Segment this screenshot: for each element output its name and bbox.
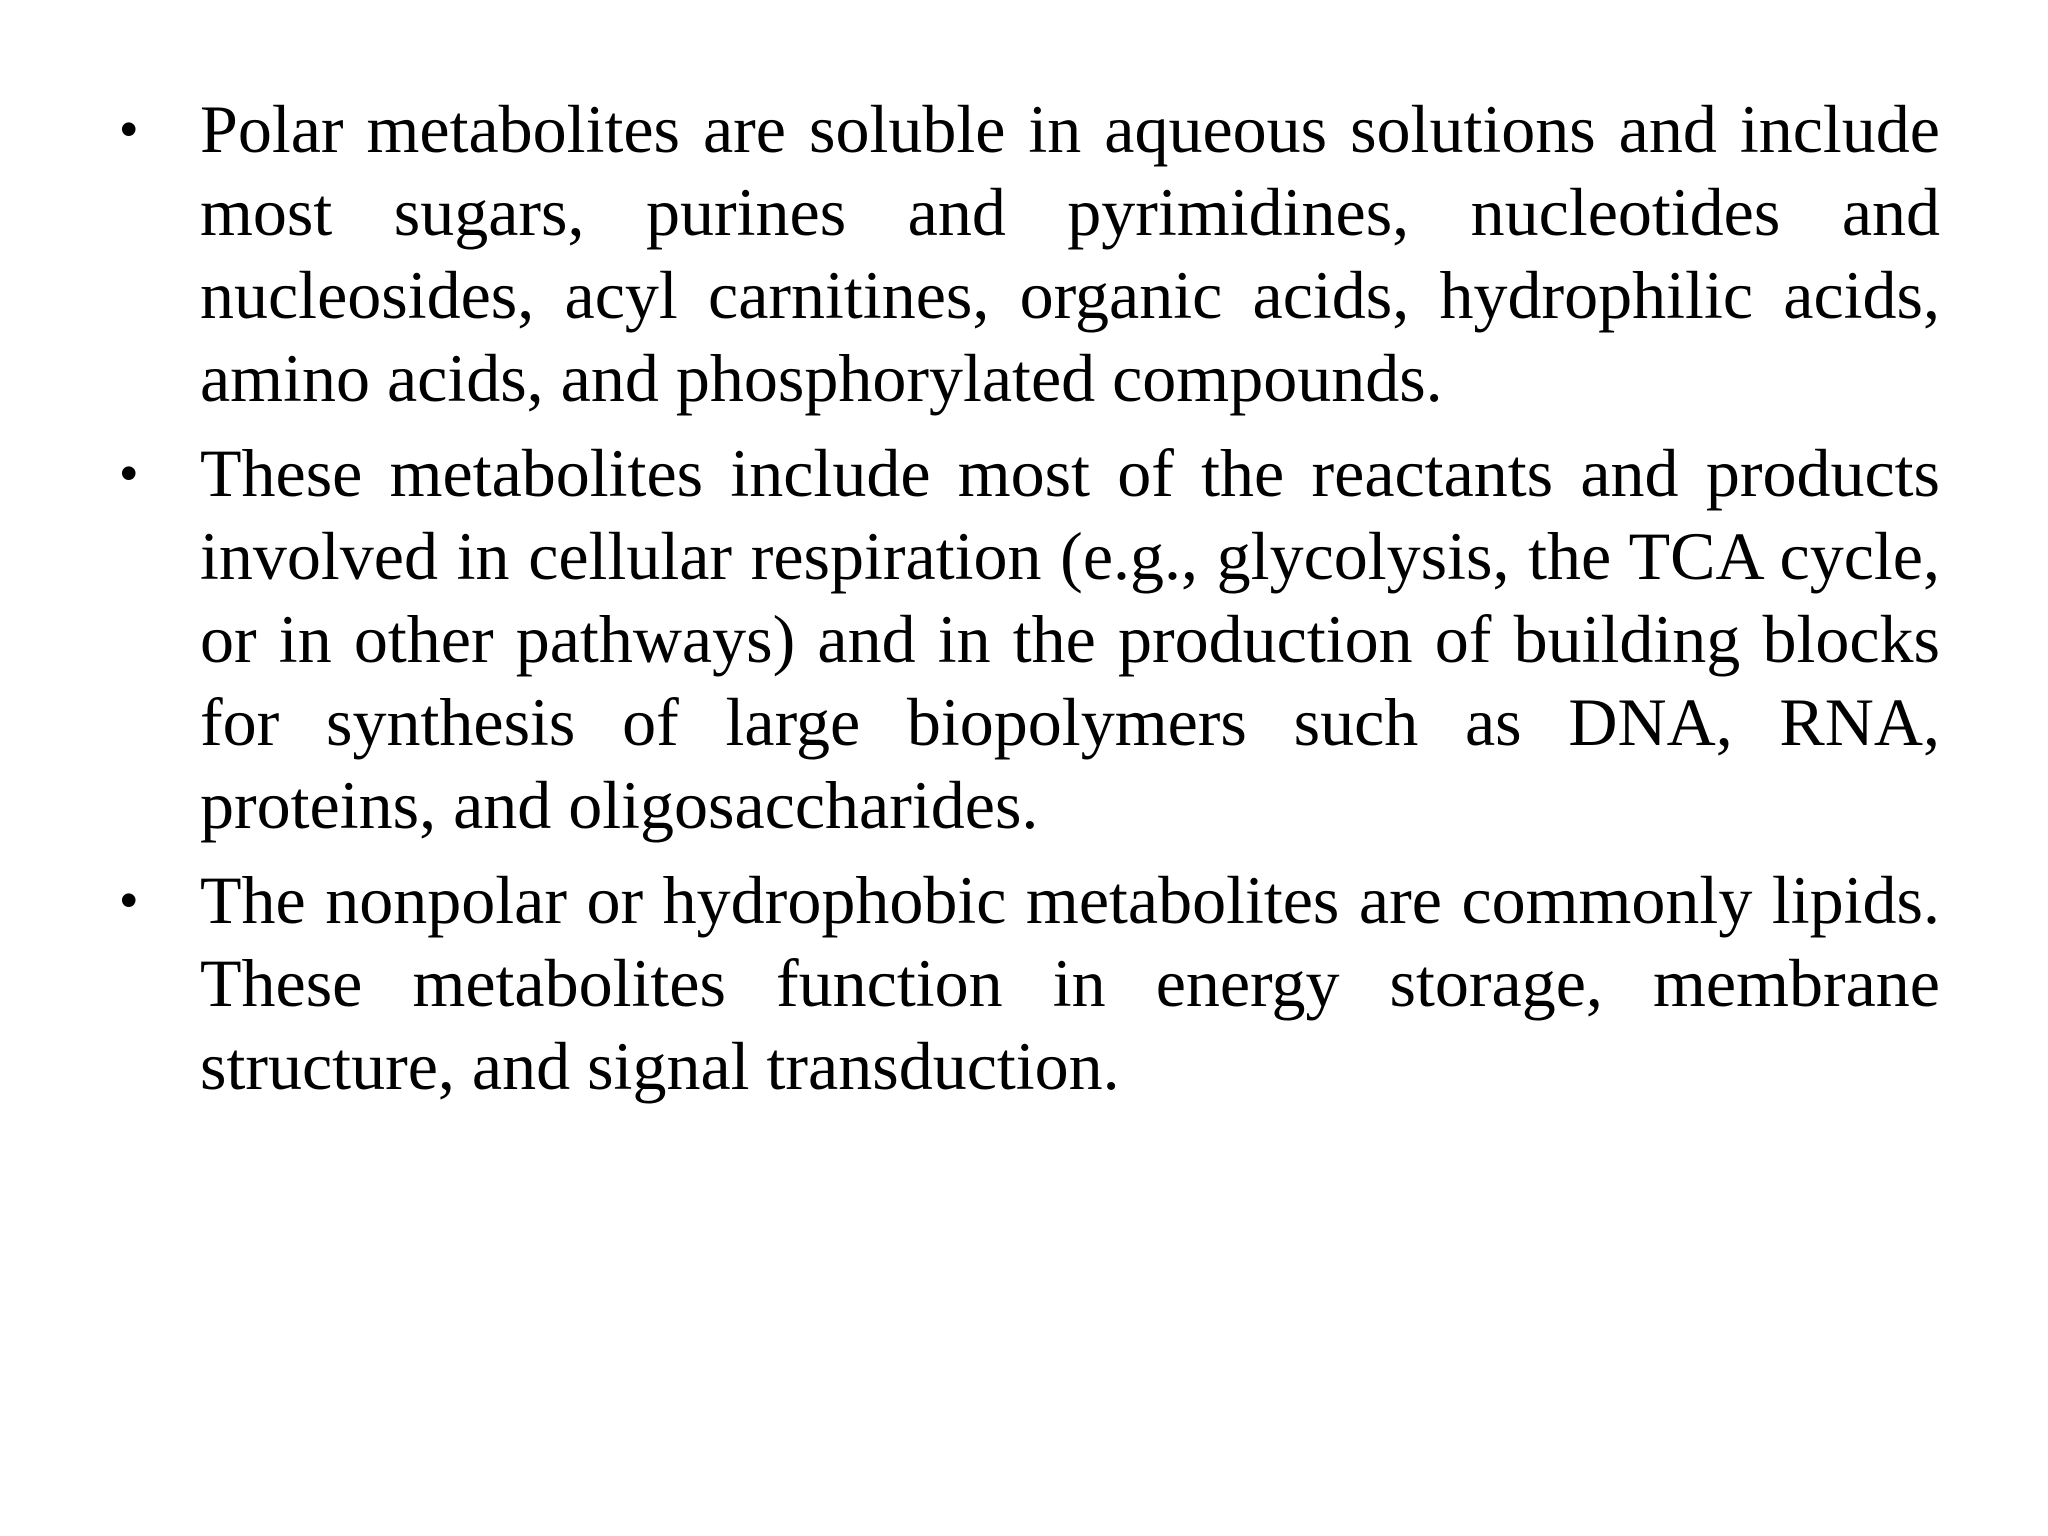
bullet-list (120, 88, 1940, 1120)
bullet-icon: • (120, 872, 138, 928)
bullet-text: Polar metabolites are soluble in aqueous solutions and include most sugars, purines and pyrimidines, nucleotides and nucleosides, acyl carnitines, organic acids, hydrophilic acids, amino acids, and phosphorylated compounds. (200, 91, 1940, 416)
bullet-item-polar-metabolites (120, 88, 1940, 420)
bullet-item-reactants-products (120, 432, 1940, 847)
bullet-item-nonpolar-metabolites (120, 859, 1940, 1108)
bullet-text: These metabolites include most of the reactants and products involved in cellular respiration (e.g., glycolysis, the TCA cycle, or in other pathways) and in the production of building blocks for synthesis of large biopolymers such as DNA, RNA, proteins, and oligosaccharides. (200, 435, 1940, 843)
bullet-text: The nonpolar or hydrophobic metabolites are commonly lipids. These metabolites function in energy storage, membrane structure, and signal transduction. (200, 862, 1940, 1104)
bullet-icon: • (120, 445, 138, 501)
bullet-icon: • (120, 101, 138, 157)
